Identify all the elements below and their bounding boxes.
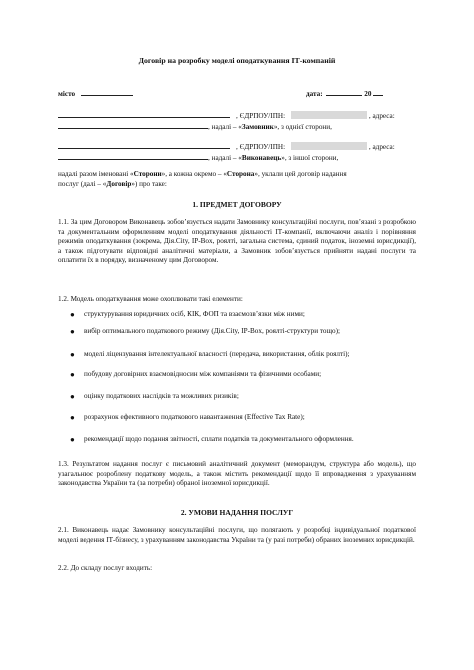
party2-edrpou-field[interactable] [291,142,367,150]
list-item-text: вибір оптимального податкового режиму (Дія.City, IP-Box, роялті-структури тощо); [84,327,340,335]
clause-2-1: 2.1. Виконавець надає Замовнику консультаційні послуги, що полягають у розробці індивідуальної податкової моделі ведення ІТ-бізнесу, з урахуванням законодавства України та (у разі потреби) обраних іноземних юрисдикцій. [58,526,416,544]
party1-edrpou-field[interactable] [291,111,367,119]
section2-heading: 2. УМОВИ НАДАННЯ ПОСЛУГ [180,508,294,517]
party1-line2 [58,121,416,133]
bullet-icon: ● [70,327,75,336]
intro-parties-term: Сторони [133,170,162,178]
list-item-text: побудову договірних взаємовідносин між компаніями та фізичними особами; [84,370,322,378]
party1-address-label: , адреса: [368,112,395,120]
clause-2-2: 2.2. До складу послуг входить: [58,564,153,572]
party1-role-suffix: », з однієї сторони, [273,123,332,131]
intro-party-term: Сторона [226,170,255,178]
date-label: дата: [306,90,323,98]
city-date-line [58,88,416,100]
clause-1-2: 1.2. Модель оподаткування може охоплювати такі елементи: [58,295,243,303]
party2-role-prefix: , надалі – « [208,154,242,162]
city-label: місто [58,90,76,98]
party2-address-field[interactable] [58,152,208,160]
intro-text: послуг (далі – « [58,180,107,188]
party2-line1 [58,141,416,153]
list-item-text: структурування юридичних осіб, КІК, ФОП та взаємозв’язки між ними; [84,310,305,318]
list-item-text: розрахунок ефективного податкового навантаження (Effective Tax Rate); [84,413,305,421]
list-item-text: оцінку податкових наслідків та можливих ризиків; [84,392,239,400]
date-group [306,88,383,100]
party2-role-name: Виконавець [241,154,282,162]
party1-name-field[interactable] [58,110,230,118]
intro-text: », а кожна окремо – « [161,170,227,178]
party1-role-name: Замовник [241,123,274,131]
bullet-icon: ● [70,435,75,444]
party2-name-field[interactable] [58,141,230,149]
intro-line1 [58,170,416,180]
bullet-icon: ● [70,310,75,319]
party2-line2 [58,152,416,164]
clause-1-3: 1.3. Результатом надання послуг є письмовий аналітичний документ (меморандум, структура або модель), що узагальнює розроблену податкову модель, а також містить рекомендації щодо її впровадження з урахуванням законодавства України та (за потреби) обраної іноземної юрисдикції. [58,460,416,488]
clause-1-1: 1.1. За цим Договором Виконавець зобов’язується надати Замовнику консультаційні послуги, пов’язані з розробкою та документальним оформленням моделі оподаткування діяльності ІТ-компанії, включаючи аналіз і порівняння режимів оподаткування (зокрема, Дія.City, IP-Box, роялті, загальна система, єдиний податок, іноземні юрисдикції), а також підготувати відповідні аналітичні матеріали, а Замовник зобов’язується прийняти надані послуги та оплатити їх в порядку, визначеному цим Договором. [58,218,416,265]
intro-line2 [58,180,416,190]
date-year: 20 [364,90,372,98]
bullet-icon: ● [70,370,75,379]
list-item-text: моделі ліцензування інтелектуальної власності (передача, використання, облік роялті); [84,350,350,358]
city-field[interactable] [81,88,133,96]
year-field[interactable] [373,88,383,96]
document-title: Договір на розробку моделі оподаткування ІТ-компаній [138,56,336,65]
intro-text: надалі разом іменовані « [58,170,134,178]
party2-edrpou-label: , ЄДРПОУ/ІПН: [236,143,286,151]
party1-line1 [58,110,416,122]
list-item-text: рекомендації щодо подання звітності, сплати податків та документального оформлення. [84,435,354,443]
bullet-icon: ● [70,413,75,422]
bullet-icon: ● [70,392,75,401]
section1-heading: 1. ПРЕДМЕТ ДОГОВОРУ [192,200,282,209]
party2-role-suffix: », з іншої сторони, [281,154,339,162]
intro-contract-term: Договір [106,180,132,188]
party1-role-prefix: , надалі – « [208,123,242,131]
bullet-icon: ● [70,350,75,359]
intro-text: ») про таке: [131,180,167,188]
party2-address-label: , адреса: [368,143,395,151]
party1-address-field[interactable] [58,121,208,129]
date-field[interactable] [326,88,362,96]
intro-text: », уклали цей договір надання [254,170,347,178]
party1-edrpou-label: , ЄДРПОУ/ІПН: [236,112,286,120]
